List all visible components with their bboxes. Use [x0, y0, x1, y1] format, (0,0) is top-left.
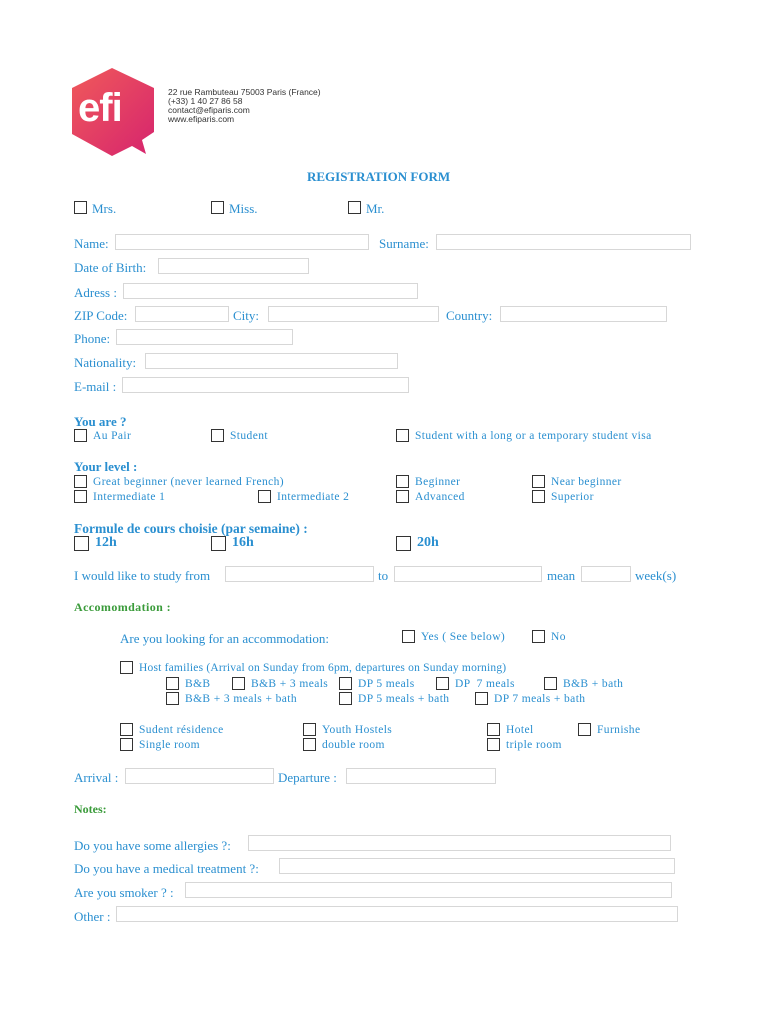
- other-input[interactable]: [116, 906, 678, 922]
- dob-input[interactable]: [158, 258, 309, 274]
- label-host-families: Host families (Arrival on Sunday from 6pm, departures on Sunday morning): [139, 662, 507, 674]
- medical-input[interactable]: [279, 858, 675, 874]
- label-superior: Superior: [551, 491, 594, 503]
- phone-label: Phone:: [74, 331, 111, 346]
- checkbox-host-families[interactable]: [120, 661, 133, 674]
- city-label: City:: [233, 308, 260, 323]
- checkbox-dp7[interactable]: [436, 677, 449, 690]
- name-label: Name:: [74, 236, 109, 251]
- email-label: E-mail :: [74, 379, 117, 394]
- label-dp5: DP 5 meals: [358, 678, 415, 690]
- label-student-residence: Sudent résidence: [139, 724, 224, 736]
- checkbox-near-beginner[interactable]: [532, 475, 545, 488]
- label-student: Student: [230, 430, 268, 442]
- label-triple-room: triple room: [506, 739, 562, 751]
- form-title: REGISTRATION FORM: [307, 169, 451, 184]
- label-bb: B&B: [185, 678, 211, 690]
- label-advanced: Advanced: [415, 491, 465, 503]
- study-to-input[interactable]: [394, 566, 542, 582]
- checkbox-miss[interactable]: [211, 201, 224, 214]
- label-single-room: Single room: [139, 739, 200, 751]
- checkbox-16h[interactable]: [211, 536, 226, 551]
- arrival-input[interactable]: [125, 768, 274, 784]
- label-student-visa: Student with a long or a temporary student visa: [415, 430, 652, 442]
- label-dp7-bath: DP 7 meals + bath: [494, 693, 586, 705]
- checkbox-accommodation-no[interactable]: [532, 630, 545, 643]
- level-heading: Your level :: [74, 459, 138, 474]
- label-bb-3meals: B&B + 3 meals: [251, 678, 329, 690]
- checkbox-accommodation-yes[interactable]: [402, 630, 415, 643]
- label-mr: Mr.: [366, 201, 385, 216]
- address-line-1: 22 rue Rambuteau 75003 Paris (France): [168, 87, 321, 97]
- label-miss: Miss.: [229, 201, 258, 216]
- checkbox-student[interactable]: [211, 429, 224, 442]
- allergies-label: Do you have some allergies ?:: [74, 838, 231, 853]
- label-20h: 20h: [417, 535, 439, 550]
- label-intermediate-1: Intermediate 1: [93, 491, 166, 503]
- label-hotel: Hotel: [506, 724, 534, 736]
- label-bb-bath: B&B + bath: [563, 678, 624, 690]
- checkbox-superior[interactable]: [532, 490, 545, 503]
- dob-label: Date of Birth:: [74, 260, 147, 275]
- country-label: Country:: [446, 308, 493, 323]
- name-input[interactable]: [115, 234, 369, 250]
- accommodation-heading: Accomomdation :: [74, 600, 171, 614]
- country-input[interactable]: [500, 306, 667, 322]
- checkbox-20h[interactable]: [396, 536, 411, 551]
- logo-text: efi: [78, 86, 122, 130]
- study-label: I would like to study from: [74, 568, 211, 583]
- label-12h: 12h: [95, 535, 117, 550]
- checkbox-intermediate-1[interactable]: [74, 490, 87, 503]
- checkbox-bb-3meals[interactable]: [232, 677, 245, 690]
- label-near-beginner: Near beginner: [551, 476, 622, 488]
- departure-label: Departure :: [278, 770, 337, 785]
- label-intermediate-2: Intermediate 2: [277, 491, 350, 503]
- checkbox-great-beginner[interactable]: [74, 475, 87, 488]
- label-beginner: Beginner: [415, 476, 461, 488]
- surname-label: Surname:: [379, 236, 429, 251]
- smoker-label: Are you smoker ? :: [74, 885, 174, 900]
- course-heading: Formule de cours choisie (par semaine) :: [74, 521, 308, 536]
- label-dp5-bath: DP 5 meals + bath: [358, 693, 450, 705]
- study-from-input[interactable]: [225, 566, 374, 582]
- label-16h: 16h: [232, 535, 254, 550]
- departure-input[interactable]: [346, 768, 496, 784]
- address-line-4: www.efiparis.com: [168, 114, 235, 124]
- city-input[interactable]: [268, 306, 439, 322]
- label-double-room: double room: [322, 739, 385, 751]
- label-dp7: DP 7 meals: [455, 678, 515, 690]
- weeks-label: week(s): [635, 568, 677, 583]
- checkbox-youth-hostels[interactable]: [303, 723, 316, 736]
- email-input[interactable]: [122, 377, 409, 393]
- label-great-beginner: Great beginner (never learned French): [93, 476, 285, 488]
- checkbox-intermediate-2[interactable]: [258, 490, 271, 503]
- surname-input[interactable]: [436, 234, 691, 250]
- address-input[interactable]: [123, 283, 418, 299]
- checkbox-12h[interactable]: [74, 536, 89, 551]
- other-label: Other :: [74, 909, 111, 924]
- zip-input[interactable]: [135, 306, 229, 322]
- medical-label: Do you have a medical treatment ?:: [74, 861, 259, 876]
- phone-input[interactable]: [116, 329, 293, 345]
- study-mean-label: mean: [547, 568, 576, 583]
- label-mrs: Mrs.: [92, 201, 117, 216]
- checkbox-triple-room[interactable]: [487, 738, 500, 751]
- address-label: Adress :: [74, 285, 117, 300]
- checkbox-student-visa[interactable]: [396, 429, 409, 442]
- checkbox-dp7-bath[interactable]: [475, 692, 488, 705]
- checkbox-dp5-bath[interactable]: [339, 692, 352, 705]
- label-au-pair: Au Pair: [93, 430, 132, 442]
- address-line-3: contact@efiparis.com: [168, 105, 250, 115]
- checkbox-mrs[interactable]: [74, 201, 87, 214]
- checkbox-student-residence[interactable]: [120, 723, 133, 736]
- arrival-label: Arrival :: [74, 770, 119, 785]
- checkbox-au-pair[interactable]: [74, 429, 87, 442]
- checkbox-bb-bath[interactable]: [544, 677, 557, 690]
- study-to-label: to: [378, 568, 389, 583]
- weeks-input[interactable]: [581, 566, 631, 582]
- address-line-2: (+33) 1 40 27 86 58: [168, 96, 243, 106]
- zip-label: ZIP Code:: [74, 308, 128, 323]
- checkbox-advanced[interactable]: [396, 490, 409, 503]
- checkbox-furnished[interactable]: [578, 723, 591, 736]
- nationality-label: Nationality:: [74, 355, 137, 370]
- allergies-input[interactable]: [248, 835, 671, 851]
- checkbox-beginner[interactable]: [396, 475, 409, 488]
- checkbox-dp5[interactable]: [339, 677, 352, 690]
- checkbox-double-room[interactable]: [303, 738, 316, 751]
- label-bb-3meals-bath: B&B + 3 meals + bath: [185, 693, 298, 705]
- checkbox-mr[interactable]: [348, 201, 361, 214]
- checkbox-hotel[interactable]: [487, 723, 500, 736]
- you-are-heading: You are ?: [74, 414, 127, 429]
- checkbox-bb[interactable]: [166, 677, 179, 690]
- label-furnished: Furnishe: [597, 724, 641, 736]
- label-youth-hostels: Youth Hostels: [322, 724, 393, 736]
- label-accommodation-no: No: [551, 631, 566, 643]
- label-accommodation-yes: Yes ( See below): [421, 631, 506, 643]
- checkbox-single-room[interactable]: [120, 738, 133, 751]
- accommodation-question: Are you looking for an accommodation:: [120, 631, 330, 646]
- smoker-input[interactable]: [185, 882, 672, 898]
- checkbox-bb-3meals-bath[interactable]: [166, 692, 179, 705]
- notes-heading: Notes:: [74, 802, 107, 816]
- nationality-input[interactable]: [145, 353, 398, 369]
